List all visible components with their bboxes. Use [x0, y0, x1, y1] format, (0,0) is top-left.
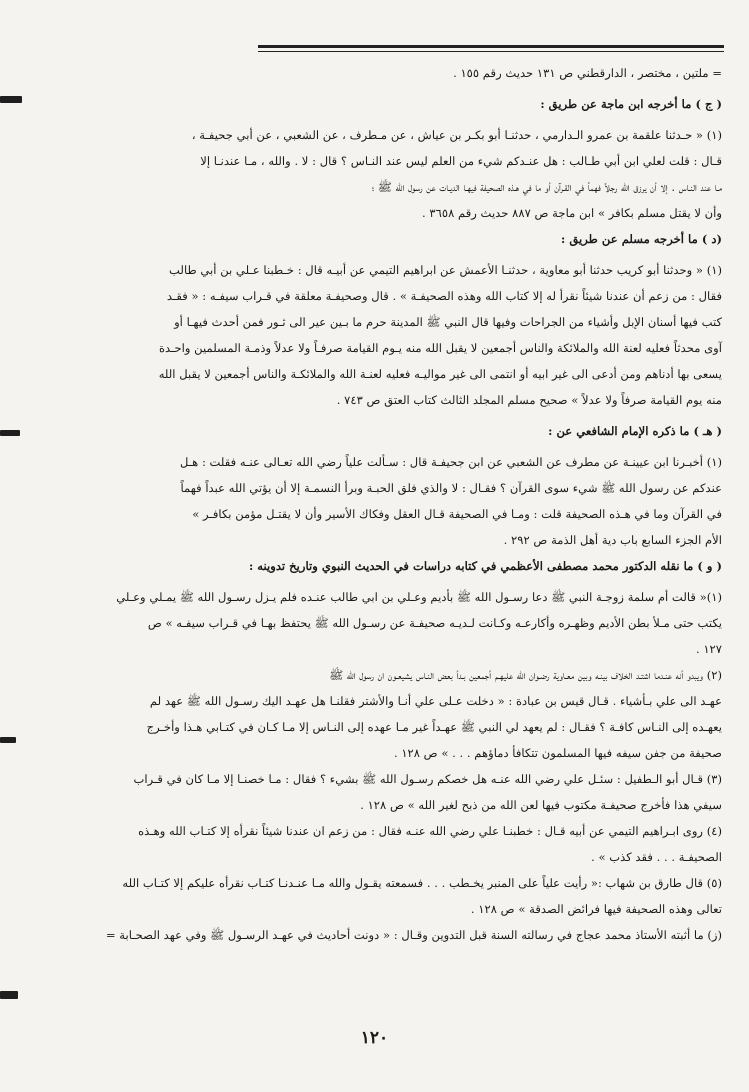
text-line: الأم الجزء السابع باب دية أهل الذمة ص ٢٩٢ .	[503, 533, 722, 547]
text-line: صحيفة من جفن سيفه فيها المسلمون تتكافأ دماؤهم . . . » ص ١٢٨ .	[393, 746, 722, 760]
text-line: فقال : من زعم أن عندنا شيئاً نقرأ له إلا كتاب الله وهذه الصحيفـة » . قال وصحيفـة معلقة في قـراب سيفـه : « فقـد	[166, 289, 722, 303]
text-line: عهـد الى علي بـأشياء . قـال قيس بن عبادة : « دخلت عـلى علي أنـا والأشتر فقلنـا هل عهـد اليك رسـول الله ﷺ عهد لم	[149, 694, 722, 708]
text-line: ١٢٧ .	[695, 642, 722, 656]
text-line: (٤) روى ابـراهيم التيمي عن أبيه قـال : خطبنـا علي رضي الله عنـه فقال : من زعم ان عندنا شيئاً نقرأه إلا كتـاب الله وهـذه	[138, 824, 722, 838]
text-line: (٣) قـال أبو الـطفيل : سئـل علي رضي الله عنـه هل خصكم رسـول الله ﷺ بشيء ؟ فقال : مـا خصنـا إلا مـا كان في قـراب	[133, 772, 722, 786]
section-heading-waw: ( و ) ما نقله الدكتور محمد مصطفى الأعظمي في كتابه دراسات في الحديث النبوي وتاريخ تدوينه :	[248, 559, 722, 573]
scan-margin-mark	[0, 737, 16, 743]
footnote-separator-rule-thin	[258, 51, 724, 52]
text-line: (١) أخبـرنا ابن عيينـة عن مطرف عن الشعبي عن ابن جحيفـة قال : سـألت علياً رضي الله تعـالى عنـه فقلت : هـل	[179, 455, 722, 469]
text-line: (١)« قالت أم سلمة زوجـة النبي ﷺ دعا رسـول الله ﷺ بأديم وعـلي بن ابي طالب عنـده فلم يـزل رسـول الله ﷺ يمـلي وعـلي	[116, 590, 722, 604]
text-line: الصحيفـة . . . فقد كذب » .	[591, 850, 722, 864]
text-line: يكتب حتى مـلأ بطن الأديم وظهـره وأكارعـه وكـانت لـديـه صحيفـة عن رسـول الله ﷺ يحتفظ بهـا في قـراب سيفـه » ص	[147, 616, 722, 630]
section-heading-ha: ( هـ ) ما ذكره الإمام الشافعي عن :	[548, 424, 722, 438]
footnote-separator-rule	[258, 45, 724, 48]
text-line: وأن لا يقتل مسلم بكافر » ابن ماجة ص ٨٨٧ حديث رقم ٣٦٥٨ .	[422, 206, 722, 220]
text-line: (١) « حـدثنا علقمة بن عمرو الـدارمي ، حدثنـا أبو بكـر بن عياش ، عن مـطرف ، عن الشعبي ، عن أبي جحيفـة ،	[191, 128, 722, 142]
text-line: منه يوم القيامة صرفاً ولا عدلاً » صحيح مسلم المجلد الثالث كتاب العتق ص ٧٤٣ .	[336, 393, 722, 407]
text-line: (١) « وحدثنا أبو كريب حدثنا أبو معاوية ، حدثنـا الأعمش عن ابراهيم التيمي عن أبيـه قال : خـطبنا عـلي بن أبي طالب	[169, 263, 722, 277]
text-line: في القرآن وما في هـذه الصحيفة قلت : ومـا في الصحيفة قـال العقل وفكاك الأسير وأن لا يقتـل مؤمن بكافـر »	[192, 507, 722, 521]
text-line: آوى محدثاً فعليه لعنة الله والملائكة والناس أجمعين لا يقبل الله منه يـوم القيامة صرفـاً ولا عدلاً وذمـة المسلمين واحـدة	[158, 341, 722, 355]
text-line: (٥) قال طارق بن شهاب :« رأيت علياً على المنبر يخـطب . . . فسمعته يقـول والله مـا عنـدنـا كتـاب نقرأه عليكم إلا كتـاب الله	[122, 876, 722, 890]
scan-margin-mark	[0, 96, 22, 103]
scan-margin-mark	[0, 430, 20, 436]
text-line: كتب فيها أسنان الإبل وأشياء من الجراحات وفيها قال النبي ﷺ المدينة حرم ما بـين عير الى ثـور فمن أحدث فيهـا أو	[174, 315, 722, 329]
text-line: عندكم عن رسول الله ﷺ شيء سوى القرآن ؟ فقـال : لا والذي فلق الحبـة وبرأ النسمـة إلا أن يؤتي الله عبداً فهماً	[180, 481, 722, 495]
text-line: (ز) ما أثبته الأستاذ محمد عجاج في رسالته السنة قبل التدوين وقـال : « دونت أحاديث في عهـد الرسـول ﷺ وفي عهد الصحـابة =	[105, 928, 722, 942]
text-line: يسعى بها أدناهم ومن أدعى الى غير ابيه أو انتمى الى غير مواليـه فعليه لعنـة الله والملائكـة والناس أجمعين لا يقبل الله	[158, 367, 722, 381]
page-number: ١٢٠	[360, 1028, 389, 1048]
text-line: تعالى وهذه الصحيفة فيها فرائض الصدقة » ص ١٢٨ .	[470, 902, 722, 916]
text-line: (٢) ويبدو أنه عنـدما اشتـد الخلاف بينـه وبين معـاوية رضـوان الله عليهـم أجمعين بـدأ بعض النـاس يشيعـون ان رسول الله ﷺ	[329, 668, 722, 682]
text-line: يعهـده إلى النـاس كافـة ؟ فقـال : لم يعهد لي النبي ﷺ عهـداً غير مـا عهده إلى النـاس إلا مـا كـان في كتـابي هـذا وأخـرج	[146, 720, 722, 734]
scan-margin-mark	[0, 991, 18, 999]
section-heading-jim: ( ج ) ما أخرجه ابن ماجة عن طريق :	[540, 97, 722, 111]
text-line: مـا عند النـاس . إلا أن يرزق الله رجلاً فهماً في القـرآن أو ما في هـذه الصحيفة فيهـا الديـات عن رسول الله ﷺ ؛	[371, 180, 722, 194]
page-text	[46, 60, 722, 948]
text-line: = ملتين ، مختصر ، الدارقطني ص ١٣١ حديث رقم ١٥٥ .	[453, 66, 722, 80]
text-line: سيفي هذا فأخرج صحيفـة مكتوب فيها لعن الله من ذبح لغير الله » ص ١٢٨ .	[360, 798, 722, 812]
section-heading-dal: (د ) ما أخرجه مسلم عن طريق :	[561, 232, 722, 246]
text-line: قـال : قلت لعلي ابن أبي طـالب : هل عنـدكم شيء من العلم ليس عند النـاس ؟ قال : لا . والله ، مـا عندنـا إلا	[200, 154, 722, 168]
